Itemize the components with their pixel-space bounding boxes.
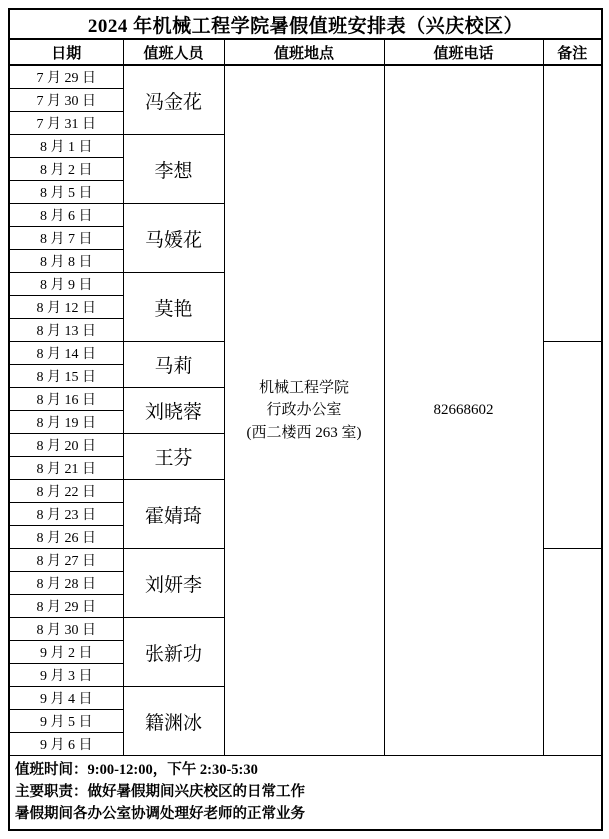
date-cell: 7 月 30 日 [9, 89, 123, 112]
header-row [9, 39, 602, 65]
date-cell: 8 月 7 日 [9, 227, 123, 250]
location-line: (西二楼西 263 室) [246, 424, 362, 441]
duty-schedule-table [8, 8, 603, 831]
date-cell: 8 月 20 日 [9, 434, 123, 457]
date-cell: 8 月 9 日 [9, 273, 123, 296]
title-row [9, 9, 602, 39]
person-cell: 刘晓蓉 [123, 388, 224, 434]
remark-cell [543, 65, 602, 342]
column-header-person: 值班人员 [123, 39, 224, 65]
date-cell: 8 月 22 日 [9, 480, 123, 503]
date-cell: 8 月 14 日 [9, 342, 123, 365]
date-cell: 8 月 1 日 [9, 135, 123, 158]
column-header-phone: 值班电话 [384, 39, 543, 65]
date-cell: 8 月 29 日 [9, 595, 123, 618]
date-cell: 9 月 6 日 [9, 733, 123, 756]
footer-line: 值班时间：9:00-12:00，下午 2:30-5:30 [15, 762, 258, 778]
person-cell: 马媛花 [123, 204, 224, 273]
date-cell: 8 月 8 日 [9, 250, 123, 273]
person-cell: 冯金花 [123, 65, 224, 135]
date-cell: 8 月 30 日 [9, 618, 123, 641]
person-cell: 王芬 [123, 434, 224, 480]
location-line: 行政办公室 [266, 402, 342, 419]
person-cell: 籍渊冰 [123, 687, 224, 756]
date-cell: 8 月 15 日 [9, 365, 123, 388]
location-line: 机械工程学院 [258, 379, 349, 396]
date-cell: 7 月 29 日 [9, 65, 123, 89]
schedule-row [9, 65, 602, 89]
date-cell: 9 月 3 日 [9, 664, 123, 687]
footer-row [9, 756, 602, 831]
column-header-remark: 备注 [543, 39, 602, 65]
person-cell: 霍婧琦 [123, 480, 224, 549]
date-cell: 8 月 13 日 [9, 319, 123, 342]
date-cell: 8 月 12 日 [9, 296, 123, 319]
date-cell: 8 月 19 日 [9, 411, 123, 434]
location-cell [224, 65, 384, 756]
person-cell: 马莉 [123, 342, 224, 388]
remark-cell [543, 549, 602, 756]
date-cell: 7 月 31 日 [9, 112, 123, 135]
person-cell: 李想 [123, 135, 224, 204]
phone-cell: 82668602 [384, 65, 543, 756]
date-cell: 8 月 5 日 [9, 181, 123, 204]
person-cell: 张新功 [123, 618, 224, 687]
date-cell: 8 月 21 日 [9, 457, 123, 480]
date-cell: 9 月 2 日 [9, 641, 123, 664]
date-cell: 8 月 6 日 [9, 204, 123, 227]
column-header-location: 值班地点 [224, 39, 384, 65]
person-cell: 莫艳 [123, 273, 224, 342]
date-cell: 8 月 2 日 [9, 158, 123, 181]
date-cell: 9 月 5 日 [9, 710, 123, 733]
footer-line: 暑假期间各办公室协调处理好老师的正常业务 [15, 806, 305, 823]
date-cell: 9 月 4 日 [9, 687, 123, 710]
footer-line: 主要职责：做好暑假期间兴庆校区的日常工作 [15, 784, 305, 801]
date-cell: 8 月 27 日 [9, 549, 123, 572]
column-header-date: 日期 [9, 39, 123, 65]
remark-cell [543, 342, 602, 549]
person-cell: 刘妍李 [123, 549, 224, 618]
date-cell: 8 月 28 日 [9, 572, 123, 595]
footer-notes [9, 756, 602, 831]
page-title: 2024 年机械工程学院暑假值班安排表（兴庆校区） [9, 9, 602, 39]
date-cell: 8 月 23 日 [9, 503, 123, 526]
date-cell: 8 月 16 日 [9, 388, 123, 411]
date-cell: 8 月 26 日 [9, 526, 123, 549]
